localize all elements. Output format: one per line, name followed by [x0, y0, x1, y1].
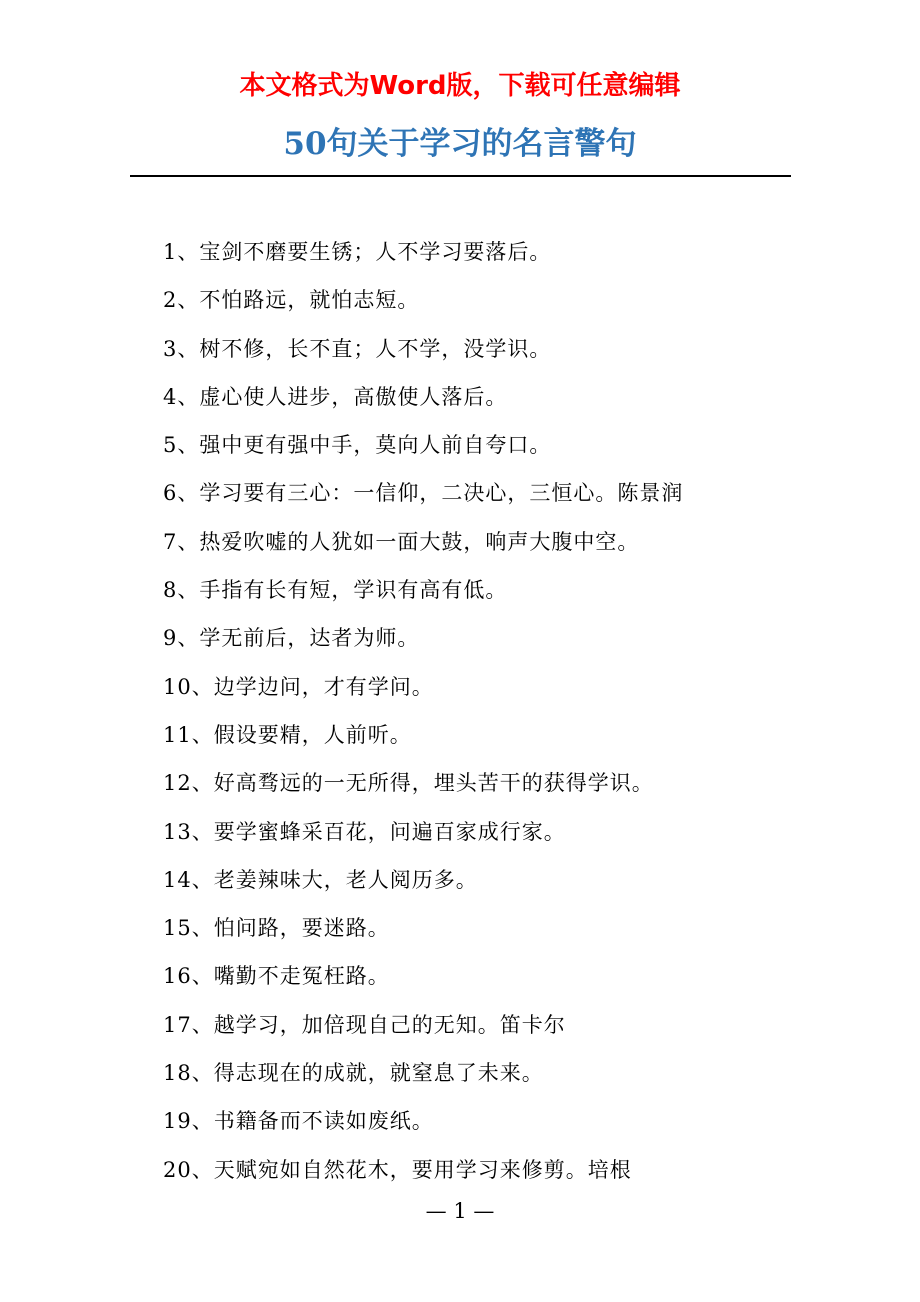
quote-item: 16、嘴勤不走冤枉路。: [163, 964, 390, 989]
quote-item: 19、书籍备而不读如废纸。: [163, 1109, 434, 1134]
quote-item: 9、学无前后，达者为师。: [163, 626, 420, 651]
quote-item: 15、怕问路，要迷路。: [163, 916, 390, 941]
format-notice: 本文格式为Word版，下载可任意编辑: [239, 71, 681, 101]
quote-item: 2、不怕路远，就怕志短。: [163, 288, 420, 313]
quote-item: 4、虚心使人进步，高傲使人落后。: [163, 384, 508, 409]
quote-item: 18、得志现在的成就，就窒息了未来。: [163, 1061, 544, 1086]
quote-item: 8、手指有长有短，学识有高有低。: [163, 578, 508, 603]
quote-item: 3、树不修，长不直；人不学，没学识。: [163, 336, 552, 361]
page-number: — 1 —: [425, 1199, 495, 1223]
quote-item: 1、宝剑不磨要生锈；人不学习要落后。: [163, 240, 552, 264]
quote-item: 12、好高骛远的一无所得，埋头苦干的获得学识。: [163, 771, 654, 796]
quote-item: 17、越学习，加倍现自己的无知。笛卡尔: [163, 1012, 566, 1037]
quote-item: 5、强中更有强中手，莫向人前自夸口。: [163, 433, 552, 458]
quote-item: 7、热爱吹嘘的人犹如一面大鼓，响声大腹中空。: [163, 529, 640, 554]
document-title: 50句关于学习的名言警句: [283, 126, 637, 162]
quote-item: 20、天赋宛如自然花木，要用学习来修剪。培根: [163, 1157, 632, 1182]
quote-item: 11、假设要精，人前听。: [163, 722, 412, 747]
title-divider: [130, 175, 791, 177]
quote-item: 10、边学边问，才有学问。: [163, 674, 434, 699]
quote-list: [163, 230, 803, 1196]
quote-item: 13、要学蜜蜂采百花，问遍百家成行家。: [163, 819, 566, 844]
quote-item: 14、老姜辣味大，老人阅历多。: [163, 867, 478, 892]
quote-item: 6、学习要有三心：一信仰，二决心，三恒心。陈景润: [163, 481, 684, 506]
